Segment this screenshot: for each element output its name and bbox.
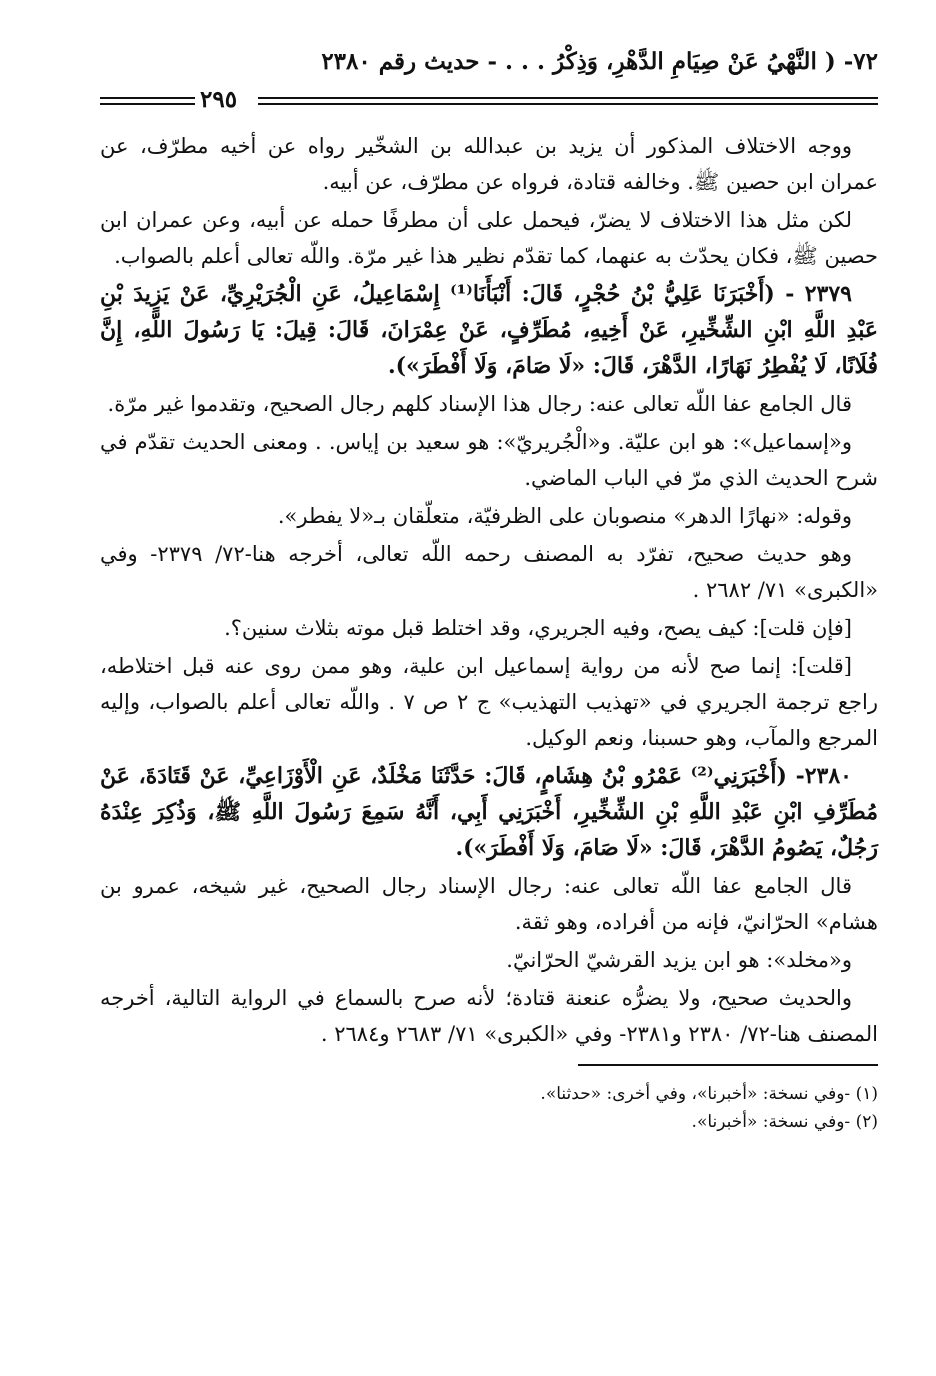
header-rule-short xyxy=(100,97,195,105)
paragraph: ووجه الاختلاف المذكور أن يزيد بن عبدالله بن الشخّير رواه عن أخيه مطرّف، عن عمران ابن حصين ﷺ. وخالفه قتادة، فرواه عن مطرّف، عن أبيه. xyxy=(100,134,878,194)
hadith-2380: ٢٣٨٠- (أَخْبَرَنِي⁽²⁾ عَمْرُو بْنُ هِشَامٍ، قَالَ: حَدَّثَنَا مَخْلَدٌ، عَنِ الْأَوْزَاعِيِّ، عَنْ قَتَادَةَ، عَنْ مُطَرِّفِ ابْنِ عَبْدِ اللَّهِ بْنِ الشِّخِّيرِ، أَخْبَرَنِي أَبِي، أَنَّهُ سَمِعَ رَسُولَ اللَّهِ ﷺ، وَذُكِرَ عِنْدَهُ رَجُلٌ، يَصُومُ الدَّهْرَ، قَالَ: «لَا صَامَ، وَلَا أَفْطَرَ»). xyxy=(100,763,878,861)
paragraph: والحديث صحيح، ولا يضرُّه عنعنة قتادة؛ لأنه صرح بالسماع في الرواية التالية، أخرجه المصنف هنا-٧٢/ ٢٣٨٠ و٢٣٨١- وفي «الكبرى» ٧١/ ٢٦٨٣ و٢٦٨٤ . xyxy=(100,986,878,1046)
page-number: ٢٩٥ xyxy=(200,86,238,113)
footnotes xyxy=(100,1080,878,1136)
paragraph: [قلت]: إنما صح لأنه من رواية إسماعيل ابن علية، وهو ممن روى عنه قبل اختلاطه، راجع ترجمة الجريري في «تهذيب التهذيب» ج ٢ ص ٧ . واللّه تعالى أعلم بالصواب، وإليه المرجع والمآب، وهو حسبنا، ونعم الوكيل. xyxy=(100,654,878,750)
running-title: ٧٢- ( النَّهْيُ عَنْ صِيَامِ الدَّهْرِ، وَذِكْرُ . . . - حديث رقم ٢٣٨٠ xyxy=(321,48,878,75)
paragraph: [فإن قلت]: كيف يصح، وفيه الجريري، وقد اختلط قبل موته بثلاث سنين؟. xyxy=(224,616,852,640)
paragraph: وهو حديث صحيح، تفرّد به المصنف رحمه اللّه تعالى، أخرجه هنا-٧٢/ ٢٣٧٩- وفي «الكبرى» ٧١/ ٢٦٨٢ . xyxy=(100,542,878,602)
header-rule-main xyxy=(258,97,878,105)
main-text xyxy=(100,128,878,1052)
paragraph: و«مخلد»: هو ابن يزيد القرشيّ الحرّانيّ. xyxy=(506,948,852,972)
paragraph: قال الجامع عفا اللّه تعالى عنه: رجال الإسناد رجال الصحيح، غير شيخه، عمرو بن هشام» الحرّانيّ، فإنه من أفراده، وهو ثقة. xyxy=(100,874,878,934)
paragraph: و«إسماعيل»: هو ابن عليّة. و«الْجُريريّ»: هو سعيد بن إياس. . ومعنى الحديث تقدّم في شرح الحديث الذي مرّ في الباب الماضي. xyxy=(100,430,878,490)
footnote-1: (١) -وفي نسخة: «أخبرنا»، وفي أخرى: «حدثنا». xyxy=(540,1084,878,1104)
hadith-2379: ٢٣٧٩ - (أَخْبَرَنَا عَلِيُّ بْنُ حُجْرٍ، قَالَ: أَنْبَأَنَا⁽¹⁾ إِسْمَاعِيلُ، عَنِ الْجُرَيْرِيِّ، عَنْ يَزِيدَ بْنِ عَبْدِ اللَّهِ ابْنِ الشِّخِّيرِ، عَنْ أَخِيهِ، مُطَرِّفٍ، عَنْ عِمْرَانَ، قَالَ: قِيلَ: يَا رَسُولَ اللَّهِ، إِنَّ فُلَانًا، لَا يُفْطِرُ نَهَارًا، الدَّهْرَ، قَالَ: «لَا صَامَ، وَلَا أَفْطَرَ»). xyxy=(100,281,878,379)
footnote-divider xyxy=(578,1064,878,1066)
document-page xyxy=(100,40,878,1340)
paragraph: قال الجامع عفا اللّه تعالى عنه: رجال هذا الإسناد كلهم رجال الصحيح، وتقدموا غير مرّة. xyxy=(107,392,852,416)
page-header xyxy=(100,40,878,113)
paragraph: وقوله: «نهارًا الدهر» منصوبان على الظرفيّة، متعلّقان بـ«لا يفطر». xyxy=(277,504,852,528)
footnote-2: (٢) -وفي نسخة: «أخبرنا». xyxy=(691,1112,878,1132)
paragraph: لكن مثل هذا الاختلاف لا يضرّ، فيحمل على أن مطرفًا حمله عن أبيه، وعن عمران ابن حصين ﷺ، فكان يحدّث به عنهما، كما تقدّم نظير هذا غير مرّة. واللّه تعالى أعلم بالصواب. xyxy=(100,208,878,268)
